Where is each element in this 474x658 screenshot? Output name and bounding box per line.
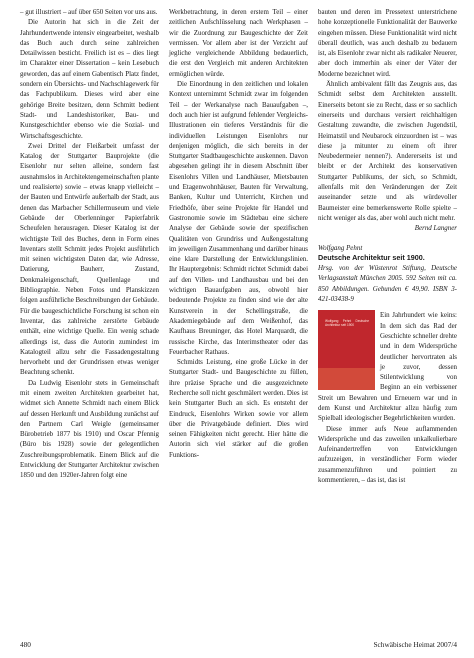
- paragraph: bauten und deren im Pressetext unterstrichene hohe konzeptionelle Funktionalität der Bauwerke eingehen müssen. Diese Funktionalität wird nicht überall deutlich, was auch deshalb zu bedauern ist, als Eisenlohr zwar nicht als radikaler Neuerer, aber doch immerhin als einer der Väter der Moderne bezeichnet wird.: [318, 8, 457, 78]
- cover-wrap-area: [318, 310, 457, 423]
- cover-text: Wolfgang Pehnt Deutsche Architektur seit 1900: [325, 319, 369, 328]
- cover-image-strip: [318, 368, 375, 390]
- paragraph: – gut illustriert – auf über 650 Seiten vor uns aus.: [20, 8, 158, 16]
- review-header: [318, 243, 457, 305]
- paragraph: Die Einordnung in den zeitlichen und lokalen Kontext unternimmt Schmidt zwar im folgenden Teil – der Werkanalyse nach Bauaufgaben –, doch auch hier ist aufgrund fehlender Vergleichs-Illustrationen ein tieferes Verständnis für die individuellen Leistungen Eisenlohrs nur denjenigen möglich, die sich bereits in der Stuttgarter Stadtbaugeschichte auskennen. Davon abgesehen gelingt ihr in diesem Abschnitt über Eisenlohrs Villen und Landhäuser, Mietsbauten und Etagenwohnhäuser, Bauten für Verwaltung, Banken, Kultur und Unterricht, Kirchen und Friedhöfe, über seine Projekte für Handel und Gastronomie sowie im Städtebau eine sichere Analyse der Gebäude sowie der spezifischen Qualitäten von Grundriss und Außengestaltung im jeweiligen Zusammenhang und darüber hinaus eine klare Darstellung der Entwicklungslinien. Ihr Hauptergebnis: Schmidt richtet Schmidt dabei auf den Villen- und Landhausbau und bei den wichtigen Bauaufgaben aus, obwohl hier bedeutende Projekte zu finden sind wie der alte Kunstverein in der Schellingstraße, die Akademiegebäude auf dem Weißenhof, das Kaufhaus Breuninger, das Hotel Marquardt, die russische Kirche, das Interimstheater oder das Feuerbacher Rathaus.: [169, 80, 308, 356]
- paragraph: Zwei Drittel der Fleißarbeit umfasst der Katalog der Stuttgarter Bauprojekte (die Eisenlohr nur selten alleine, sondern fast ausnahmslos in Architektengemeinschaften plante und realisierte) sowie – etwas knapp vielleicht – der Bauten und Entwürfe außerhalb der Stadt, aus denen das Marbacher Schillermuseum und viele Gebäude der Oberlenninger Papierfabrik Scheufelen herausragen. Dieser Katalog ist der wichtigste Teil des Buches, denn in Form eines Inventars stellt Schmitt jedes Projekt ausführlich mit seinen wichtigsten Daten dar, wie Adresse, Datierung, Bauherr, Zustand, Denkmaleigenschaft, Quellenlage und Bibliographie. Neben Fotos und Planskizzen folgen ausführliche Beschreibungen der Gebäude. Für die baugeschichtliche Forschung ist schon ein Inventar, das zahlreiche zerstörte Gebäude enthält, eine wichtige Quelle. Ein wenig schade allerdings ist, dass die Autorin zumindest im Katalogteil allzu sehr die Fassadengestaltung hervorhebt und der Grundrissen etwas weniger Beachtung schenkt.: [20, 141, 159, 377]
- paragraph: Da Ludwig Eisenlohr stets in Gemeinschaft mit einem zweiten Architekten gearbeitet hat, widmet sich Annette Schmidt nach einem Blick auf dessen Herkunft und Ausbildung zunächst auf den Partnern Carl Weigle (gemeinsamer Bürobetrieb 1877 bis 1910) und Oscar Pfennig (Büro bis 1928) sowie der gelegentlichen Zuschreibungsproblematik. Einem Blick auf die Entwicklung der Stuttgarter Architektur zwischen 1850 und den 1920er-Jahren folgt eine: [20, 378, 159, 480]
- page-number: 480: [20, 640, 31, 649]
- book-publication-info: Hrsg. von der Wüstenrot Stiftung, Deutsche Verlagsanstalt München 2005. 592 Seiten mit ca. 850 Abbildungen. Gebunden € 49,90. ISBN 3-421-03438-9: [318, 264, 457, 304]
- paragraph: Die Autorin hat sich in die Zeit der Jahrhundertwende intensiv eingearbeitet, weshalb das Buch auch durch seine zahlreichen Detailwissen besticht. Freilich ist es – dies liegt im Charakter einer Dissertation – kein Lesebuch geworden, das auf einem Gabentisch Platz findet, sondern ein Übersichts- und Nachschlagewerk für das Fachpublikum. Dieses wird aber eine gehörige Breite besitzen, denn Schmitt bedient Stadt- und Landeshistoriker, Bau- und Kunstgeschichtler ebenso wie die Sozial- und Wirtschaftsgeschichte.: [20, 18, 159, 140]
- paragraph: Schmidts Leistung, eine große Lücke in der Stuttgarter Stadt- und Baugeschichte zu füllen, ihre präzise Sprache und die ausgezeichnete Recherche soll nicht geschmälert werden. Dies ist kein Stuttgarter Buch an sich. Es entsteht der Eindruck, Eisenlohrs Wirken sowie vor allem über die Privatgebäude definiert. Dies wird seinen Fähigkeiten nicht gerecht. Hier hätte die Autorin sich viel stärker auf die großen Funktions-: [169, 358, 308, 459]
- paragraph: Diese immer aufs Neue auflammenden Widersprüche und das zuweilen unkalkulierbare Aufeinandertreffen von Entwicklungen aufzuzeigen, in verständlicher Form wieder zusammenzuführen und pointiert zu kommentieren, – das ist, das ist: [318, 424, 457, 485]
- reviewer-signature: Bernd Langner: [414, 224, 457, 233]
- text-column-2: [169, 7, 308, 460]
- paragraph: Ein Jahrhundert wie keins: In dem sich das Rad der Geschichte schneller drehte und in dem Widersprüche deutlicher hervortraten als je zuvor, dessen Stilentwicklung von Beginn an ein verbissener Streit um Bewahren und Erneuern war und in dem Kunst und Architektur allzu häufig zum Spielball ideologischer Begehrlichkeiten wurden.: [318, 311, 457, 423]
- paragraph: Werkbetrachtung, in deren erstem Teil – einer zeitlichen Aufschlüsselung nach Werkphasen – wir die Zuordnung zur Baugeschichte der Zeit vermissen. Vor allem aber ist der Verzicht auf jegliche vergleichende Abbildung bedauerlich, die erst den Vergleich mit anderen Architekten ermöglichen würde.: [169, 8, 308, 78]
- text-column-1: [20, 7, 159, 481]
- book-title: Deutsche Architektur seit 1900.: [318, 252, 425, 262]
- journal-name: Schwäbische Heimat 2007/4: [373, 640, 457, 649]
- book-author: Wolfgang Pehnt: [318, 243, 363, 252]
- paragraph: Ähnlich ambivalent fällt das Zeugnis aus, das Schmidt selbst dem Architekten ausstellt. Einerseits betont sie zu Recht, dass er so sachlich einerseits und durchaus versiert reichhaltigen Gestaltung zuwandte, die zwischen Jugendstil, Heimatstil und Neubarock einzuordnen ist – was diese ja mitunter zu einem oft ihrer Neubedermeier nennen?). Andererseits ist und bleibt er der Architekt des konservativen Stuttgarter Publikums, der sich, so Schmidt, allenfalls mit den Veränderungen der Zeit auseinander setzte und als würdevoller Baumeister eine bemerkenswerte Rolle spielte – nicht weniger als das, aber wohl auch nicht mehr.: [318, 80, 457, 222]
- book-cover-image: [318, 310, 375, 390]
- text-column-3: [318, 7, 457, 485]
